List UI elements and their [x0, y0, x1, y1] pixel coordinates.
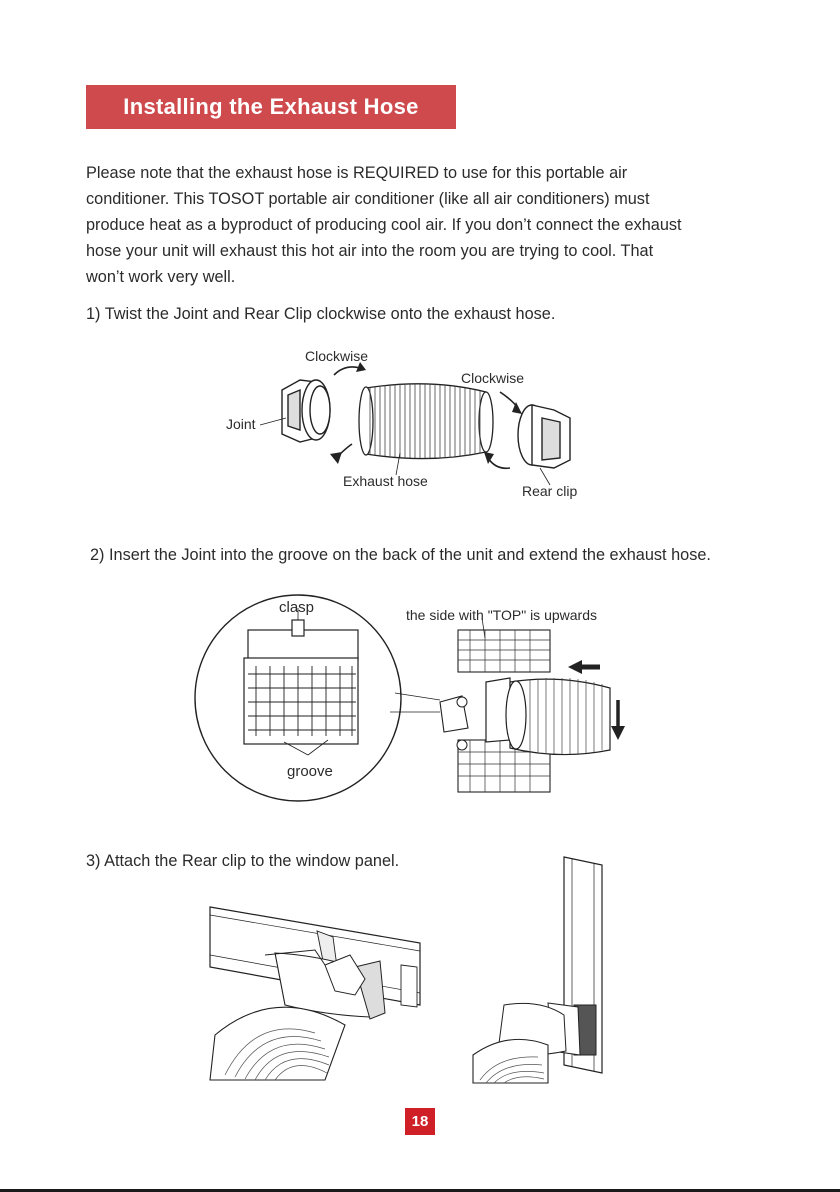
label-clockwise-left: Clockwise — [305, 348, 369, 364]
exhaust-hose-part — [359, 384, 493, 459]
page-number: 18 — [405, 1108, 435, 1135]
step-2-figure — [200, 590, 640, 810]
label-exhaust-hose: Exhaust hose — [343, 473, 428, 489]
label-clasp: clasp — [279, 599, 315, 616]
label-rear-clip: Rear clip — [522, 483, 578, 499]
label-joint: Joint — [226, 416, 256, 432]
step-3-figure-vertical — [468, 855, 618, 1085]
step-2-text: 2) Insert the Joint into the groove on the back of the unit and extend the exhaust hose. — [90, 546, 711, 564]
label-groove: groove — [287, 763, 333, 780]
label-clockwise-right: Clockwise — [461, 370, 525, 386]
intro-line: Please note that the exhaust hose is REQUIRED to use for this portable air — [86, 164, 628, 182]
section-title: Installing the Exhaust Hose — [86, 85, 456, 129]
intro-paragraph — [86, 160, 776, 290]
joint-part — [282, 380, 330, 442]
intro-line: won’t work very well. — [86, 268, 236, 286]
intro-line: hose your unit will exhaust this hot air into the room you are trying to cool. That — [86, 242, 654, 260]
label-top-note: the side with "TOP" is upwards — [406, 607, 597, 623]
rear-clip-part — [518, 405, 570, 468]
step-1-text: 1) Twist the Joint and Rear Clip clockwise onto the exhaust hose. — [86, 305, 556, 323]
step-3-figure-horizontal — [205, 895, 430, 1080]
intro-line: produce heat as a byproduct of producing cool air. If you don’t connect the exhaust — [86, 216, 682, 234]
intro-line: conditioner. This TOSOT portable air conditioner (like all air conditioners) must — [86, 190, 650, 208]
step-3-text: 3) Attach the Rear clip to the window panel. — [86, 852, 400, 870]
